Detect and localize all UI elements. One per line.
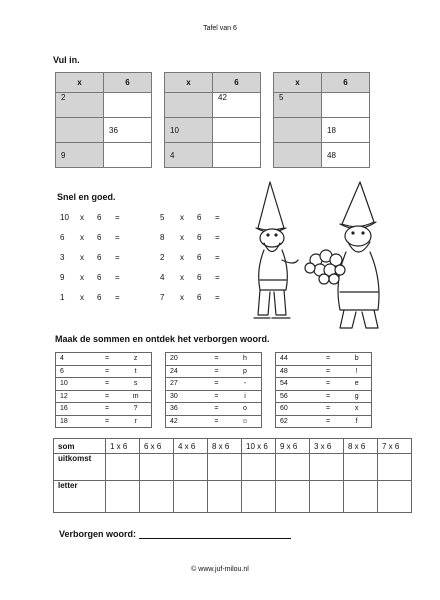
times-sign: x (180, 213, 184, 222)
code-letter: x (342, 403, 371, 416)
cell-right[interactable]: 36 (104, 118, 152, 143)
hidden-word-line[interactable] (139, 529, 291, 539)
fill-table-3 (273, 72, 370, 168)
code-number: 36 (166, 403, 204, 416)
result-cell[interactable] (378, 454, 412, 481)
equation-six: 6 (97, 273, 102, 282)
times-sign: x (80, 273, 84, 282)
equation-factor: 5 (160, 213, 165, 222)
sum-cell: 1 x 6 (106, 439, 140, 454)
equation-factor: 7 (160, 293, 165, 302)
code-row (276, 378, 372, 391)
letter-cell[interactable] (140, 481, 174, 513)
code-equals: = (314, 415, 342, 428)
code-equals: = (94, 365, 120, 378)
code-equals: = (94, 415, 120, 428)
letter-cell[interactable] (106, 481, 140, 513)
header-6: 6 (213, 73, 261, 93)
code-equals: = (314, 365, 342, 378)
code-number: 24 (166, 365, 204, 378)
sum-cell: 4 x 6 (174, 439, 208, 454)
result-cell[interactable] (242, 454, 276, 481)
letter-cell[interactable] (208, 481, 242, 513)
code-letter: h (229, 353, 262, 366)
letter-cell[interactable] (378, 481, 412, 513)
page-title: Tafel van 6 (203, 25, 237, 32)
result-cell[interactable] (276, 454, 310, 481)
result-cell[interactable] (174, 454, 208, 481)
cell-left[interactable] (56, 118, 104, 143)
letter-cell[interactable] (344, 481, 378, 513)
code-number: 54 (276, 378, 314, 391)
code-row (56, 403, 152, 416)
hidden-word-label (59, 529, 291, 539)
code-number: 48 (276, 365, 314, 378)
code-number: 12 (56, 390, 94, 403)
equation-six: 6 (197, 293, 202, 302)
header-6: 6 (322, 73, 370, 93)
cell-right[interactable] (213, 143, 261, 168)
code-row (276, 390, 372, 403)
fill-table-1 (55, 72, 152, 168)
cell-right[interactable] (104, 93, 152, 118)
result-cell[interactable] (106, 454, 140, 481)
times-sign: x (80, 293, 84, 302)
header-6: 6 (104, 73, 152, 93)
cell-right[interactable]: 48 (322, 143, 370, 168)
code-equals: = (204, 365, 229, 378)
code-row (56, 415, 152, 428)
code-number: 42 (166, 415, 204, 428)
cell-left[interactable]: 10 (165, 118, 213, 143)
code-letter: g (342, 390, 371, 403)
equals-sign: = (215, 253, 220, 262)
times-sign: x (180, 233, 184, 242)
code-row (166, 403, 262, 416)
sum-cell: 3 x 6 (310, 439, 344, 454)
letter-cell[interactable] (174, 481, 208, 513)
equation-factor: 9 (60, 273, 65, 282)
gnomes-icon (250, 180, 400, 335)
equation-six: 6 (97, 253, 102, 262)
code-table-1 (55, 352, 152, 428)
code-row (276, 353, 372, 366)
letter-cell[interactable] (310, 481, 344, 513)
cell-right[interactable] (213, 118, 261, 143)
code-letter: s (120, 378, 151, 391)
equation-factor: 1 (60, 293, 65, 302)
letter-cell[interactable] (276, 481, 310, 513)
answer-grid (53, 438, 412, 513)
code-number: 20 (166, 353, 204, 366)
code-number: 27 (166, 378, 204, 391)
header-x: x (56, 73, 104, 93)
equals-sign: = (215, 293, 220, 302)
code-row (56, 390, 152, 403)
code-letter: o (229, 403, 262, 416)
code-equals: = (204, 378, 229, 391)
equation-factor: 2 (160, 253, 165, 262)
sum-cell: 8 x 6 (208, 439, 242, 454)
code-letter: r (120, 415, 151, 428)
equals-sign: = (115, 213, 120, 222)
code-row (166, 390, 262, 403)
code-equals: = (314, 378, 342, 391)
code-row (166, 415, 262, 428)
cell-right[interactable] (322, 93, 370, 118)
equals-sign: = (115, 273, 120, 282)
code-number: 60 (276, 403, 314, 416)
sum-cell: 10 x 6 (242, 439, 276, 454)
code-letter: ☺ (229, 415, 262, 428)
code-number: 56 (276, 390, 314, 403)
section-vul-in-heading: Vul in. (53, 55, 80, 65)
code-letter: - (229, 378, 262, 391)
code-equals: = (314, 390, 342, 403)
times-sign: x (80, 233, 84, 242)
cell-right[interactable]: 18 (322, 118, 370, 143)
equation-six: 6 (197, 233, 202, 242)
equation-factor: 8 (160, 233, 165, 242)
cell-left[interactable]: 2 (56, 93, 104, 118)
times-sign: x (180, 253, 184, 262)
code-row (56, 365, 152, 378)
equation-six: 6 (197, 213, 202, 222)
code-row (166, 353, 262, 366)
equation-six: 6 (97, 213, 102, 222)
cell-right[interactable]: 42 (213, 93, 261, 118)
code-letter: i (229, 390, 262, 403)
code-row (276, 365, 372, 378)
code-row (56, 353, 152, 366)
code-equals: = (314, 353, 342, 366)
code-number: 10 (56, 378, 94, 391)
equation-factor: 4 (160, 273, 165, 282)
code-number: 16 (56, 403, 94, 416)
sum-cell: 6 x 6 (140, 439, 174, 454)
cell-right[interactable] (104, 143, 152, 168)
code-number: 44 (276, 353, 314, 366)
result-cell[interactable] (208, 454, 242, 481)
times-sign: x (80, 213, 84, 222)
cell-left[interactable] (165, 93, 213, 118)
code-equals: = (94, 390, 120, 403)
code-row (56, 378, 152, 391)
code-table-3 (275, 352, 372, 428)
hidden-word-text: Verborgen woord: (59, 529, 137, 539)
code-equals: = (314, 403, 342, 416)
section-snel-heading: Snel en goed. (57, 192, 116, 202)
footer-credit: © www.juf-milou.nl (191, 566, 249, 573)
code-letter: ! (342, 365, 371, 378)
equals-sign: = (215, 213, 220, 222)
equals-sign: = (115, 253, 120, 262)
equals-sign: = (215, 233, 220, 242)
code-number: 18 (56, 415, 94, 428)
equals-sign: = (115, 293, 120, 302)
code-equals: = (94, 403, 120, 416)
code-row (276, 415, 372, 428)
result-cell[interactable] (140, 454, 174, 481)
code-letter: p (229, 365, 262, 378)
code-number: 62 (276, 415, 314, 428)
code-equals: = (94, 378, 120, 391)
row-label-letter: letter (54, 481, 106, 513)
row-label-uitkomst: uitkomst (54, 454, 106, 481)
result-cell[interactable] (344, 454, 378, 481)
cell-left[interactable]: 9 (56, 143, 104, 168)
equation-six: 6 (197, 273, 202, 282)
cell-left[interactable] (274, 143, 322, 168)
code-equals: = (204, 390, 229, 403)
times-sign: x (180, 293, 184, 302)
sum-cell: 9 x 6 (276, 439, 310, 454)
header-x: x (274, 73, 322, 93)
code-equals: = (204, 415, 229, 428)
code-equals: = (204, 403, 229, 416)
code-number: 6 (56, 365, 94, 378)
times-sign: x (80, 253, 84, 262)
cell-left[interactable]: 5 (274, 93, 322, 118)
letter-cell[interactable] (242, 481, 276, 513)
sum-cell: 7 x 6 (378, 439, 412, 454)
cell-left[interactable] (274, 118, 322, 143)
sum-cell: 8 x 6 (344, 439, 378, 454)
equation-factor: 6 (60, 233, 65, 242)
equation-factor: 3 (60, 253, 65, 262)
times-sign: x (180, 273, 184, 282)
code-row (166, 365, 262, 378)
header-x: x (165, 73, 213, 93)
code-letter: ? (120, 403, 151, 416)
equation-six: 6 (97, 233, 102, 242)
code-letter: e (342, 378, 371, 391)
equals-sign: = (115, 233, 120, 242)
row-label-som: som (54, 439, 106, 454)
code-letter: f (342, 415, 371, 428)
cell-left[interactable]: 4 (165, 143, 213, 168)
code-letter: z (120, 353, 151, 366)
code-equals: = (94, 353, 120, 366)
equals-sign: = (215, 273, 220, 282)
fill-table-2 (164, 72, 261, 168)
equation-factor: 10 (60, 213, 69, 222)
code-letter: t (120, 365, 151, 378)
equation-six: 6 (197, 253, 202, 262)
code-number: 30 (166, 390, 204, 403)
code-table-2 (165, 352, 262, 428)
code-letter: m (120, 390, 151, 403)
equation-six: 6 (97, 293, 102, 302)
section-sommen-heading: Maak de sommen en ontdek het verborgen woord. (55, 334, 270, 344)
code-row (276, 403, 372, 416)
result-cell[interactable] (310, 454, 344, 481)
code-letter: b (342, 353, 371, 366)
code-equals: = (204, 353, 229, 366)
code-number: 4 (56, 353, 94, 366)
code-row (166, 378, 262, 391)
